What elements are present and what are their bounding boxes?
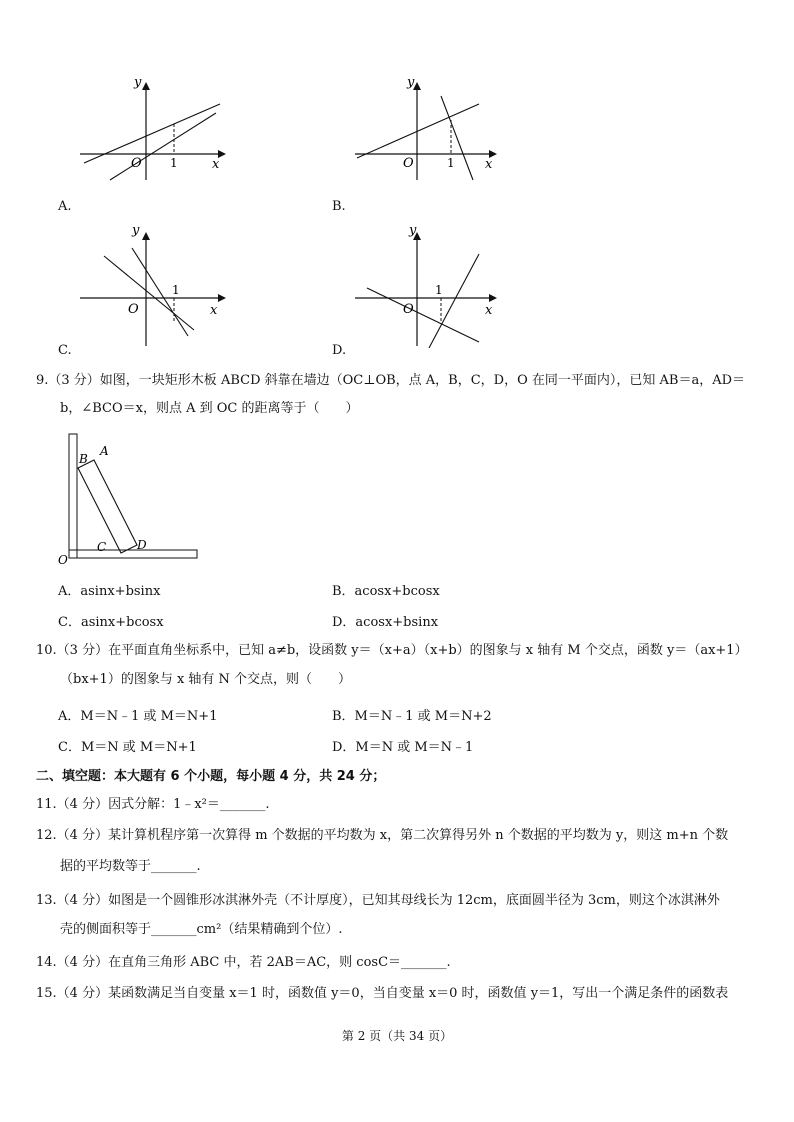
graph-a-option-label: A. (58, 199, 72, 214)
graph-c-x-label: x (210, 303, 218, 318)
graph-b-origin-label: O (403, 156, 414, 171)
graph-c-one-label: 1 (172, 283, 180, 297)
graph-c-origin-label: O (128, 302, 139, 317)
graph-a-x-label: x (212, 157, 220, 172)
section-heading: 二、填空题：本大题有 6 个小题，每小题 4 分，共 24 分； (36, 769, 386, 784)
q9-fig-label-o: O (58, 553, 68, 567)
graph-b-x-label: x (485, 157, 493, 172)
graph-d-option-label: D. (332, 343, 347, 358)
graph-c-option-label: C. (58, 343, 72, 358)
q14: 14.（4 分）在直角三角形 ABC 中，若 2AB＝AC，则 cosC＝_______. (36, 955, 451, 970)
q9-fig-label-b: B (79, 452, 88, 466)
q9-option-b: B．acosx+bcosx (332, 584, 440, 599)
graph-a-y-label: y (134, 75, 142, 90)
q11: 11.（4 分）因式分解：1﹣x²＝_______. (36, 797, 270, 812)
q10-line2: （bx+1）的图象与 x 轴有 N 个交点，则（ ） (60, 672, 352, 687)
q10-option-b: B．M＝N﹣1 或 M＝N+2 (332, 709, 492, 724)
page-footer: 第 2 页（共 34 页） (341, 1029, 453, 1043)
graph-a-one-label: 1 (170, 156, 178, 170)
q15-line1: 15.（4 分）某函数满足当自变量 x＝1 时，函数值 y＝0，当自变量 x＝0 时，函数值 y＝1，写出一个满足条件的函数表 (36, 986, 729, 1001)
q9-figure (55, 428, 205, 568)
graph-b-option-label: B. (332, 199, 346, 214)
q9-option-a: A．asinx+bsinx (58, 584, 161, 599)
graph-b-y-label: y (407, 75, 415, 90)
q9-line2: b，∠BCO＝x，则点 A 到 OC 的距离等于（ ） (60, 401, 359, 416)
q10-option-a: A．M＝N﹣1 或 M＝N+1 (58, 709, 218, 724)
q12-line1: 12.（4 分）某计算机程序第一次算得 m 个数据的平均数为 x，第二次算得另外 n 个数据的平均数为 y，则这 m+n 个数 (36, 828, 729, 843)
graph-d-y-label: y (409, 223, 417, 238)
graph-b (345, 70, 505, 185)
q10-option-d: D．M＝N 或 M＝N﹣1 (332, 740, 474, 755)
q10-option-c: C．M＝N 或 M＝N+1 (58, 740, 197, 755)
q9-line1: 9.（3 分）如图，一块矩形木板 ABCD 斜靠在墙边（OC⊥OB，点 A，B，C，D，O 在同一平面内），已知 AB＝a，AD＝ (36, 373, 746, 388)
graph-b-one-label: 1 (447, 156, 455, 170)
q13-line2: 壳的侧面积等于_______cm²（结果精确到个位）. (60, 922, 343, 937)
graph-d-origin-label: O (403, 302, 414, 317)
q9-fig-label-a: A (100, 444, 109, 458)
q9-fig-label-d: D (137, 538, 147, 552)
graph-c-y-label: y (132, 223, 140, 238)
q12-line2: 据的平均数等于_______. (60, 859, 201, 874)
graph-a (70, 70, 230, 185)
q9-fig-label-c: C (97, 540, 107, 554)
graph-c (70, 218, 230, 348)
graph-d-one-label: 1 (435, 283, 443, 297)
q9-option-c: C．asinx+bcosx (58, 615, 164, 630)
graph-d (345, 218, 505, 348)
graph-a-origin-label: O (131, 156, 142, 171)
q13-line1: 13.（4 分）如图是一个圆锥形冰淇淋外壳（不计厚度），已知其母线长为 12cm，底面圆半径为 3cm，则这个冰淇淋外 (36, 893, 720, 908)
graph-d-x-label: x (485, 303, 493, 318)
q9-option-d: D．acosx+bsinx (332, 615, 439, 630)
q10-line1: 10.（3 分）在平面直角坐标系中，已知 a≠b，设函数 y＝（x+a）（x+b）的图象与 x 轴有 M 个交点，函数 y＝（ax+1） (36, 643, 748, 658)
